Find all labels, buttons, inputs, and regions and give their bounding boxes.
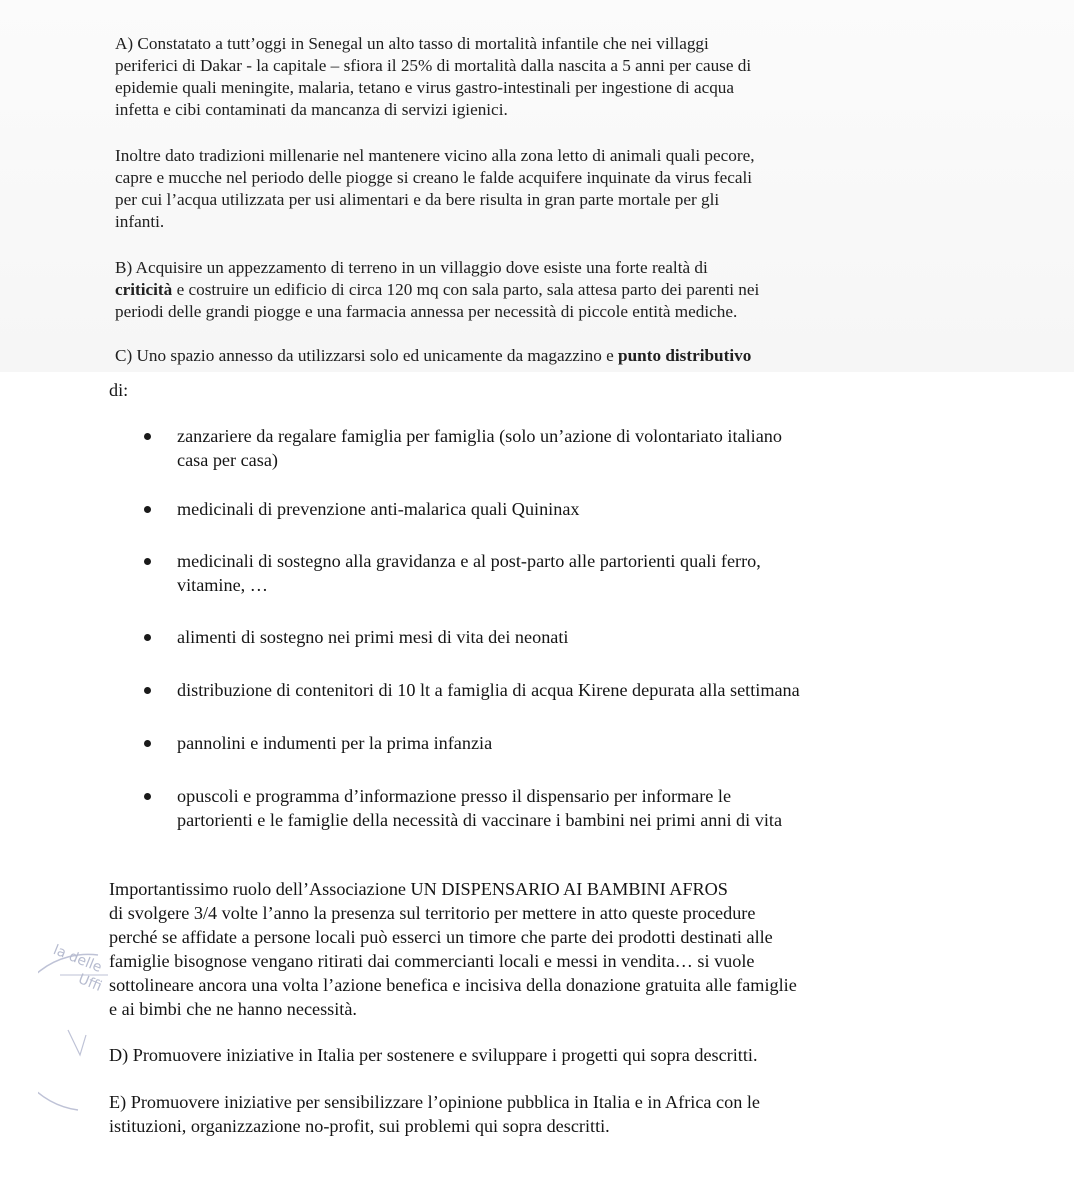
- association-line-6: e ai bimbi che ne hanno necessità.: [109, 999, 357, 1019]
- list-item-line-2: casa per casa): [177, 449, 278, 470]
- section-d-line-1: D) Promuovere iniziative in Italia per sostenere e sviluppare i progetti qui sopra descritti.: [109, 1045, 758, 1065]
- association-line-5: sottolineare ancora una volta l’azione benefica e incisiva della donazione gratuita alle famiglie: [109, 975, 797, 995]
- section-a2-line-4: infanti.: [115, 212, 165, 231]
- section-c-line-1-start: C) Uno spazio annesso da utilizzarsi solo ed unicamente da magazzino e: [115, 346, 619, 365]
- section-a-line-3: epidemie quali meningite, malaria, tetano e virus gastro-intestinali per ingestione di acqua: [115, 78, 735, 97]
- association-line-2: di svolgere 3/4 volte l’anno la presenza sul territorio per mettere in atto queste procedure: [109, 903, 756, 923]
- official-stamp: [38, 935, 148, 1125]
- list-item-line-1: zanzariere da regalare famiglia per famiglia (solo un’azione di volontariato italiano: [177, 426, 782, 446]
- section-c-bold-phrase: punto distributivo: [618, 346, 752, 365]
- section-a-line-2: periferici di Dakar - la capitale – sfiora il 25% di mortalità dalla nascita a 5 anni per cause di: [115, 56, 752, 75]
- association-line-1: Importantissimo ruolo dell’Associazione UN DISPENSARIO AI BAMBINI AFROS: [109, 879, 728, 899]
- bullet-icon: [144, 506, 151, 513]
- list-item-line-1: alimenti di sostegno nei primi mesi di vita dei neonati: [177, 627, 569, 647]
- section-c-line-2: di:: [109, 380, 129, 400]
- stamp-fragment-1: la delle: [50, 942, 104, 976]
- association-line-3: perché se affidate a persone locali può esserci un timore che parte dei prodotti destinati alle: [109, 927, 773, 947]
- section-b-line-3: periodi delle grandi piogge e una farmacia annessa per necessità di piccole entità mediche.: [115, 302, 738, 321]
- list-item-line-1: opuscoli e programma d’informazione presso il dispensario per informare le: [177, 786, 732, 806]
- section-a2-line-2: capre e mucche nel periodo delle piogge si creano le falde acquifere inquinate da virus fecali: [115, 168, 753, 187]
- section-b-bold-word: criticità: [115, 280, 173, 299]
- bullet-icon: [144, 740, 151, 747]
- bullet-icon: [144, 433, 151, 440]
- bullet-icon: [144, 687, 151, 694]
- section-a-line-1: A) Constatato a tutt’oggi in Senegal un alto tasso di mortalità infantile che nei villaggi: [115, 34, 709, 53]
- section-a-line-4: infetta e cibi contaminati da mancanza di servizi igienici.: [115, 100, 508, 119]
- list-item-line-1: pannolini e indumenti per la prima infanzia: [177, 733, 493, 753]
- list-item-line-2: partorienti e le famiglie della necessità di vaccinare i bambini nei primi anni di vita: [177, 809, 783, 830]
- section-b-line-1: B) Acquisire un appezzamento di terreno in un villaggio dove esiste una forte realtà di: [115, 258, 708, 277]
- section-e-line-1: E) Promuovere iniziative per sensibilizzare l’opinione pubblica in Italia e in Africa con le: [109, 1092, 760, 1112]
- section-c-line-1: [115, 345, 751, 368]
- section-a2-line-3: per cui l’acqua utilizzata per usi alimentari e da bere risulta in gran parte mortale per gli: [115, 190, 720, 209]
- stamp-fragment-2: Uffi: [75, 971, 104, 995]
- section-e-line-2: istituzioni, organizzazione no-profit, sui problemi qui sopra descritti.: [109, 1116, 610, 1136]
- section-a2-line-1: Inoltre dato tradizioni millenarie nel mantenere vicino alla zona letto di animali quali pecore,: [115, 146, 755, 165]
- bullet-icon: [144, 634, 151, 641]
- bullet-icon: [144, 793, 151, 800]
- section-b-line-2-rest: e costruire un edificio di circa 120 mq con sala parto, sala attesa parto dei parenti nei: [172, 280, 760, 299]
- association-line-4: famiglie bisognose vengano ritirati dai commercianti locali e messi in vendita… si vuole: [109, 951, 755, 971]
- section-b-line-2: [115, 279, 759, 302]
- list-item-line-1: medicinali di prevenzione anti-malarica quali Quininax: [177, 499, 580, 519]
- list-item-line-2: vitamine, …: [177, 574, 268, 595]
- list-item-line-1: distribuzione di contenitori di 10 lt a famiglia di acqua Kirene depurata alla settimana: [177, 680, 800, 700]
- list-item-line-1: medicinali di sostegno alla gravidanza e al post-parto alle partorienti quali ferro,: [177, 551, 761, 571]
- bullet-icon: [144, 558, 151, 565]
